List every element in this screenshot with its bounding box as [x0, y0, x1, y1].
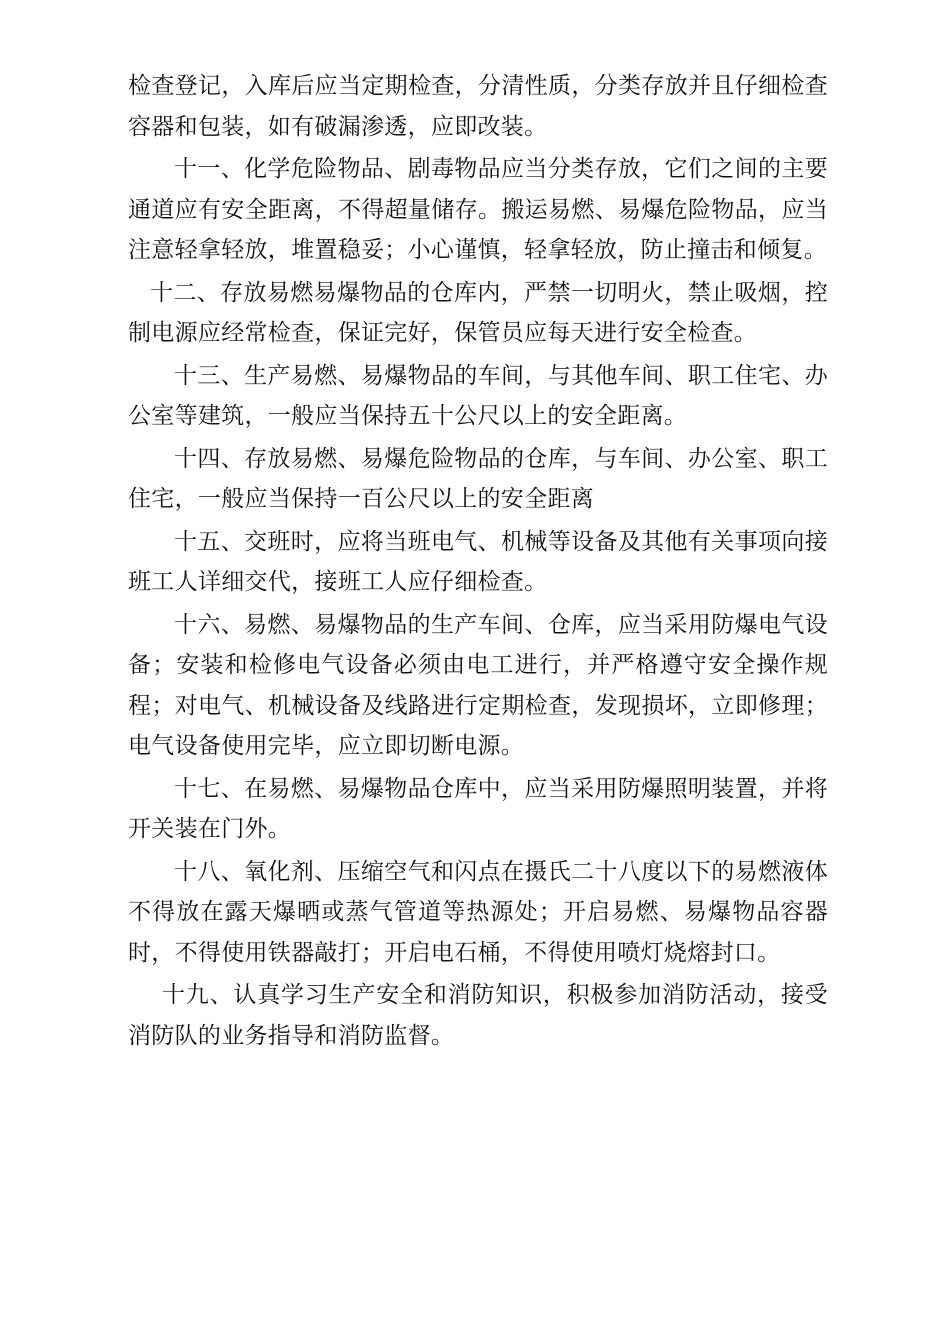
- paragraph-item-11: 十一、化学危险物品、剧毒物品应当分类存放，它们之间的主要通道应有安全距离，不得超量储存。搬运易燃、易爆危险物品，应当注意轻拿轻放，堆置稳妥；小心谨慎，轻拿轻放，防止撞击和倾复。: [128, 156, 828, 263]
- paragraph-item-15: 十五、交班时，应将当班电气、机械等设备及其他有关事项向接班工人详细交代，接班工人应仔细检查。: [128, 528, 828, 595]
- paragraph-item-18: 十八、氧化剂、压缩空气和闪点在摄氏二十八度以下的易燃液体不得放在露天爆晒或蒸气管道等热源处；开启易燃、易爆物品容器时，不得使用铁器敲打；开启电石桶，不得使用喷灯烧熔封口。: [128, 858, 828, 966]
- paragraph-item-19: 十九、认真学习生产安全和消防知识，积极参加消防活动，接受消防队的业务指导和消防监督。: [128, 982, 828, 1049]
- paragraph-continuation: 检查登记，入库后应当定期检查，分清性质，分类存放并且仔细检查容器和包装，如有破漏渗透，应即改装。: [128, 73, 828, 140]
- paragraph-item-13: 十三、生产易燃、易爆物品的车间，与其他车间、职工住宅、办公室等建筑，一般应当保持五十公尺以上的安全距离。: [128, 362, 828, 429]
- document-body: [128, 66, 828, 1058]
- paragraph-item-14: 十四、存放易燃、易爆危险物品的仓库，与车间、办公室、职工住宅，一般应当保持一百公尺以上的安全距离: [128, 445, 828, 512]
- paragraph-item-17: 十七、在易燃、易爆物品仓库中，应当采用防爆照明装置，并将开关装在门外。: [128, 775, 828, 842]
- paragraph-item-12: 十二、存放易燃易爆物品的仓库内，严禁一切明火，禁止吸烟，控制电源应经常检查，保证完好，保管员应每天进行安全检查。: [128, 279, 828, 346]
- paragraph-item-16: 十六、易燃、易爆物品的生产车间、仓库，应当采用防爆电气设备；安装和检修电气设备必须由电工进行，并严格遵守安全操作规程；对电气、机械设备及线路进行定期检查，发现损坏，立即修理；电气设备使用完毕，应立即切断电源。: [128, 611, 828, 759]
